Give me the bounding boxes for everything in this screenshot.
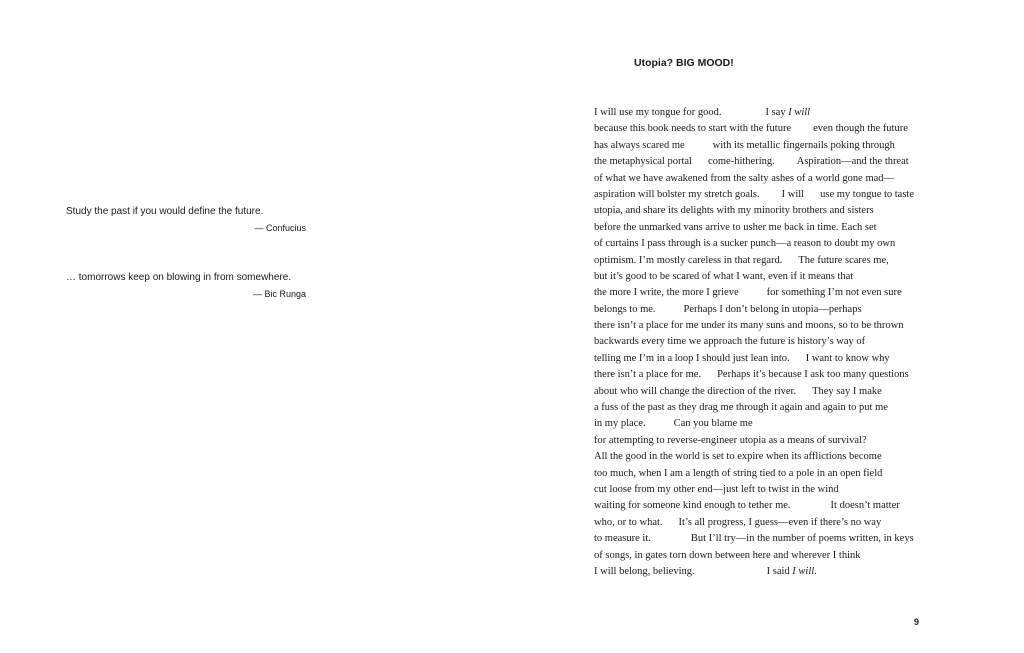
poem-line — [594, 318, 994, 334]
page-number: 9 — [914, 617, 920, 627]
line-segment: It’s all progress, I guess—even if there’s no way — [678, 516, 882, 528]
poem-body — [594, 105, 994, 580]
line-segment: about who will change the direction of the river. — [594, 385, 797, 397]
line-segment: Can you blame me — [673, 418, 753, 430]
line-segment: has always scared me — [594, 139, 685, 151]
poem-line — [594, 154, 994, 170]
poem-line — [594, 400, 994, 416]
line-segment: I want to know why — [805, 352, 890, 364]
line-segment: I will — [781, 188, 805, 200]
line-segment: cut loose from my other end—just left to twist in the wind — [594, 483, 839, 495]
poem-line — [594, 351, 994, 367]
poem-line — [594, 171, 994, 187]
poem-line — [594, 433, 994, 449]
line-segment: They say I make — [812, 385, 882, 397]
line-segment: before the unmarked vans arrive to usher me back in time. Each set — [594, 221, 877, 233]
line-segment: for something I’m not even sure — [766, 287, 902, 299]
line-segment: of curtains I pass through is a sucker punch—a reason to doubt my own — [594, 238, 896, 250]
line-segment: belongs to me. — [594, 303, 656, 315]
poem-line — [594, 220, 994, 236]
line-segment: I will belong, believing. — [594, 565, 695, 577]
epigraph-quote: … tomorrows keep on blowing in from somewhere. — [66, 272, 292, 283]
line-segment: Aspiration—and the threat — [796, 156, 909, 168]
epigraph-attribution: — Confucius — [254, 223, 306, 233]
line-segment: It doesn’t matter — [830, 500, 900, 512]
line-segment: Perhaps it’s because I ask too many questions — [717, 369, 909, 381]
line-segment: . — [814, 565, 817, 577]
line-emphasis: I will — [792, 565, 815, 577]
poem-line — [594, 548, 994, 564]
poem-line — [594, 531, 994, 547]
line-segment: optimism. I’m mostly careless in that regard. — [594, 254, 783, 266]
line-segment: there isn’t a place for me under its many suns and moons, so to be thrown — [594, 320, 904, 332]
line-segment: a fuss of the past as they drag me through it again and again to put me — [594, 402, 888, 414]
epigraph-attribution: — Bic Runga — [252, 289, 306, 299]
line-segment: for attempting to reverse-engineer utopia as a means of survival? — [594, 434, 867, 446]
line-segment: but it’s good to be scared of what I want, even if it means that — [594, 270, 854, 282]
line-segment: utopia, and share its delights with my minority brothers and sisters — [594, 205, 874, 217]
line-segment: there isn’t a place for me. — [594, 369, 702, 381]
line-segment: use my tongue to taste — [820, 188, 915, 200]
line-segment: even though the future — [813, 123, 908, 135]
poem-line — [594, 302, 994, 318]
line-segment: I said — [766, 565, 793, 577]
poem-line — [594, 498, 994, 514]
poem-line — [594, 269, 994, 285]
poem-line — [594, 187, 994, 203]
line-segment: All the good in the world is set to expire when its afflictions become — [594, 451, 882, 463]
poem-line — [594, 334, 994, 350]
line-segment: of songs, in gates torn down between here and wherever I think — [594, 549, 861, 561]
line-segment: too much, when I am a length of string tied to a pole in an open field — [594, 467, 883, 479]
poem-line — [594, 285, 994, 301]
line-segment: who, or to what. — [594, 516, 663, 528]
poem-line — [594, 121, 994, 137]
line-segment: Perhaps I don’t belong in utopia—perhaps — [683, 303, 862, 315]
poem-line — [594, 384, 994, 400]
line-segment: I say — [765, 107, 789, 118]
poem-line — [594, 105, 994, 121]
line-segment: in my place. — [594, 418, 646, 430]
poem-line — [594, 236, 994, 252]
line-segment: aspiration will bolster my stretch goals. — [594, 188, 760, 200]
poem-line — [594, 253, 994, 269]
line-segment: I will use my tongue for good. — [594, 107, 722, 118]
line-segment: The future scares me, — [798, 254, 889, 266]
line-segment: telling me I’m in a loop I should just lean into. — [594, 352, 790, 364]
line-emphasis: I will — [788, 107, 811, 118]
poem-line — [594, 482, 994, 498]
line-segment: with its metallic fingernails poking through — [712, 139, 895, 151]
poem-line — [594, 416, 994, 432]
epigraph-bic-runga — [66, 271, 306, 300]
line-segment: waiting for someone kind enough to tether me. — [594, 500, 791, 512]
epigraph-quote: Study the past if you would define the future. — [66, 206, 264, 217]
poem-line — [594, 449, 994, 465]
line-segment: because this book needs to start with the future — [594, 123, 792, 135]
right-page — [512, 0, 1024, 653]
line-segment: come-hithering. — [707, 156, 775, 168]
epigraph-confucius — [66, 205, 306, 234]
poem-line — [594, 138, 994, 154]
line-segment: the more I write, the more I grieve — [594, 287, 739, 299]
line-segment: But I’ll try—in the number of poems written, in keys — [690, 533, 914, 545]
poem-line — [594, 367, 994, 383]
poem-title: Utopia? BIG MOOD! — [634, 57, 734, 69]
line-segment: to measure it. — [594, 533, 651, 545]
poem-line — [594, 564, 994, 580]
poem-line — [594, 515, 994, 531]
poem-line — [594, 203, 994, 219]
line-segment: the metaphysical portal — [594, 156, 692, 168]
poem-line — [594, 466, 994, 482]
line-segment: backwards every time we approach the future is history’s way of — [594, 336, 866, 348]
line-segment: of what we have awakened from the salty ashes of a world gone mad— — [594, 172, 895, 184]
